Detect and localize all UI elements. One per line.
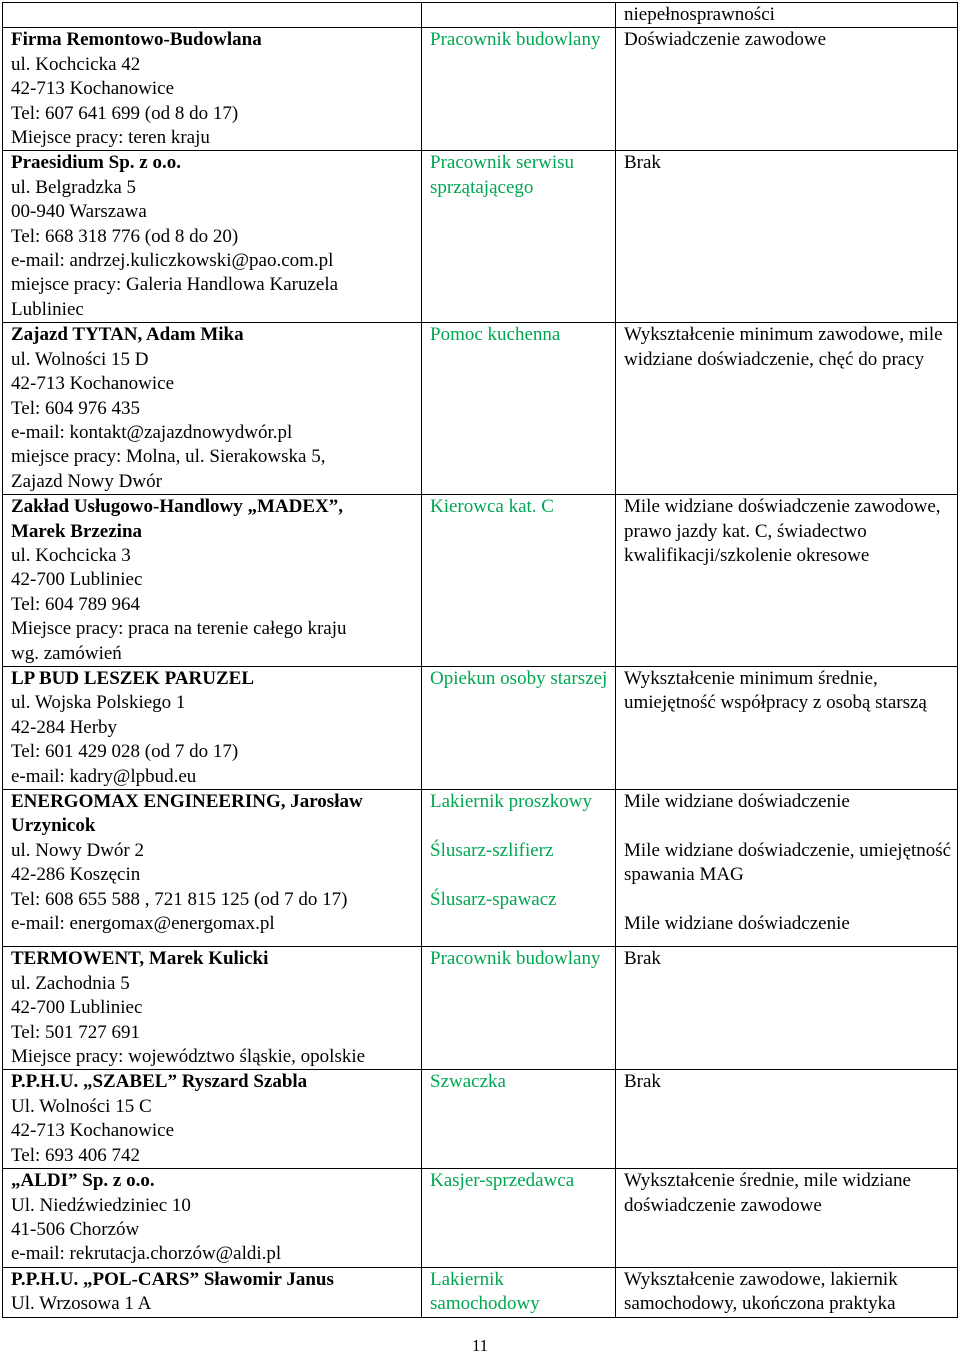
company-cell: [3, 28, 422, 151]
company-address: ul. Wolności 15 D: [11, 348, 149, 370]
company-cell: [3, 1070, 422, 1169]
company-phone: Tel: 604 976 435: [11, 397, 141, 419]
job-position: Ślusarz-szlifierz: [430, 839, 554, 861]
company-cell: [3, 666, 422, 789]
job-requirements: Brak: [624, 152, 661, 174]
company-phone: Tel: 501 727 691: [11, 1021, 141, 1043]
position-cell: [422, 1070, 616, 1169]
requirements-cell: [616, 28, 958, 151]
company-address: ul. Wojska Polskiego 1: [11, 692, 186, 714]
position-cell: [422, 1169, 616, 1268]
job-position: Lakiernik proszkowy: [430, 791, 592, 812]
company-cell: [3, 947, 422, 1070]
company-postal-city: 42-284 Herby: [11, 716, 118, 738]
page-number: 11: [471, 1336, 489, 1355]
company-postal-city: 42-700 Lubliniec: [11, 569, 143, 591]
table-row: [3, 3, 958, 28]
job-requirements: Mile widziane doświadczenie: [624, 913, 850, 934]
table-row: [3, 495, 958, 667]
job-position: Lakiernik samochodowy: [430, 1268, 540, 1315]
job-requirements: Wykształcenie minimum zawodowe, mile widziane doświadczenie, chęć do pracy: [624, 324, 943, 370]
company-name: Zakład Usługowo-Handlowy „MADEX”,: [11, 496, 344, 518]
table-row: [3, 1169, 958, 1268]
job-position: Kierowca kat. C: [430, 496, 554, 518]
company-cell: [3, 495, 422, 667]
company-name: Zajazd TYTAN, Adam Mika: [11, 324, 244, 346]
position-cell: [422, 790, 616, 947]
company-phone: Tel: 608 655 588 , 721 815 125 (od 7 do 17): [11, 888, 348, 910]
company-phone: Tel: 601 429 028 (od 7 do 17): [11, 741, 239, 763]
company-address: ul. Zachodnia 5: [11, 972, 130, 994]
requirements-cell: [616, 1267, 958, 1317]
position-cell: [422, 151, 616, 323]
requirements-cell: [616, 947, 958, 1070]
company-postal-city: 42-286 Koszęcin: [11, 864, 141, 886]
table-row: [3, 790, 958, 947]
company-workplace: Miejsce pracy: województwo śląskie, opolskie: [11, 1046, 366, 1068]
position-cell: [422, 1267, 616, 1317]
requirements-cell: [616, 1070, 958, 1169]
table-row: [3, 1267, 958, 1317]
job-position: Ślusarz-spawacz: [430, 888, 557, 910]
company-email: e-mail: kontakt@zajazdnowydwór.pl: [11, 421, 293, 443]
company-cell: [3, 3, 422, 28]
company-name: „ALDI” Sp. z o.o.: [11, 1170, 155, 1192]
job-position: Opiekun osoby starszej: [430, 667, 608, 689]
job-position: Pracownik budowlany: [430, 29, 601, 51]
job-position: Pomoc kuchenna: [430, 324, 561, 346]
job-requirements: Mile widziane doświadczenie zawodowe, prawo jazdy kat. C, świadectwo kwalifikacji/szkolenie okresowe: [624, 496, 941, 566]
position-cell: [422, 28, 616, 151]
job-requirements: Brak: [624, 1071, 661, 1093]
job-requirements: Wykształcenie minimum średnie, umiejętność współpracy z osobą starszą: [624, 667, 927, 714]
company-workplace: wg. zamówień: [11, 642, 122, 664]
company-workplace: Miejsce pracy: teren kraju: [11, 127, 210, 149]
position-cell: [422, 666, 616, 789]
company-address: Ul. Wolności 15 C: [11, 1095, 152, 1117]
company-address: ul. Nowy Dwór 2: [11, 839, 144, 861]
company-workplace: Miejsce pracy: praca na terenie całego kraju: [11, 618, 347, 640]
company-name: LP BUD LESZEK PARUZEL: [11, 667, 255, 689]
company-email: e-mail: energomax@energomax.pl: [11, 913, 275, 935]
table-row: [3, 666, 958, 789]
company-postal-city: 00-940 Warszawa: [11, 201, 147, 223]
job-offers-table: [2, 2, 958, 1318]
job-requirements: Brak: [624, 948, 661, 970]
company-workplace: Zajazd Nowy Dwór: [11, 470, 162, 492]
company-email: e-mail: kadry@lpbud.eu: [11, 765, 197, 787]
position-cell: [422, 495, 616, 667]
job-requirements: Wykształcenie zawodowe, lakiernik samochodowy, ukończona praktyka: [624, 1268, 898, 1315]
company-cell: [3, 151, 422, 323]
company-name: Marek Brzezina: [11, 520, 143, 542]
company-address: ul. Belgradzka 5: [11, 176, 137, 198]
company-workplace: miejsce pracy: Molna, ul. Sierakowska 5,: [11, 446, 326, 468]
company-cell: [3, 790, 422, 947]
company-name: Urzynicok: [11, 815, 96, 837]
company-postal-city: 42-713 Kochanowice: [11, 1120, 175, 1142]
position-cell: [422, 947, 616, 1070]
table-row: [3, 28, 958, 151]
company-postal-city: 41-506 Chorzów: [11, 1218, 140, 1240]
company-postal-city: 42-713 Kochanowice: [11, 373, 175, 395]
company-name: Praesidium Sp. z o.o.: [11, 152, 181, 174]
job-requirements: Mile widziane doświadczenie, umiejętność spawania MAG: [624, 839, 952, 886]
job-position: Kasjer-sprzedawca: [430, 1170, 575, 1192]
company-email: e-mail: andrzej.kuliczkowski@pao.com.pl: [11, 250, 334, 272]
job-requirements: Wykształcenie średnie, mile widziane doświadczenie zawodowe: [624, 1170, 911, 1216]
requirements-cell: [616, 323, 958, 495]
job-requirements: Mile widziane doświadczenie: [624, 791, 850, 812]
company-phone: Tel: 693 406 742: [11, 1144, 141, 1166]
requirements-cell: [616, 666, 958, 789]
company-cell: [3, 1169, 422, 1268]
company-phone: Tel: 604 789 964: [11, 593, 141, 615]
position-cell: [422, 3, 616, 28]
job-position: Szwaczka: [430, 1071, 506, 1093]
company-name: TERMOWENT, Marek Kulicki: [11, 948, 269, 970]
company-phone: Tel: 668 318 776 (od 8 do 20): [11, 225, 239, 247]
company-workplace: miejsce pracy: Galeria Handlowa Karuzela: [11, 274, 339, 296]
company-address: Ul. Niedźwiedziniec 10: [11, 1194, 191, 1216]
company-address: ul. Kochcicka 3: [11, 544, 131, 566]
table-row: [3, 947, 958, 1070]
company-address: ul. Kochcicka 42: [11, 53, 141, 75]
company-name: P.P.H.U. „POL-CARS” Sławomir Janus: [11, 1268, 334, 1290]
requirements-cell: [616, 151, 958, 323]
table-row: [3, 1070, 958, 1169]
position-cell: [422, 323, 616, 495]
company-name: P.P.H.U. „SZABEL” Ryszard Szabla: [11, 1071, 308, 1093]
company-cell: [3, 1267, 422, 1317]
requirements-cell: niepełnosprawności: [616, 3, 958, 28]
requirements-cell: [616, 1169, 958, 1268]
job-position: Pracownik budowlany: [430, 948, 601, 970]
requirements-cell: [616, 790, 958, 947]
company-name: Firma Remontowo-Budowlana: [11, 29, 262, 51]
requirements-cell: [616, 495, 958, 667]
table-row: [3, 323, 958, 495]
company-postal-city: 42-700 Lubliniec: [11, 997, 143, 1019]
company-workplace: Lubliniec: [11, 298, 84, 320]
company-postal-city: 42-713 Kochanowice: [11, 78, 175, 100]
company-phone: Tel: 607 641 699 (od 8 do 17): [11, 102, 239, 124]
job-position: Pracownik serwisu sprzątającego: [430, 152, 575, 198]
company-email: e-mail: rekrutacja.chorzów@aldi.pl: [11, 1243, 282, 1265]
job-requirements: Doświadczenie zawodowe: [624, 29, 827, 51]
table-row: [3, 151, 958, 323]
company-cell: [3, 323, 422, 495]
company-name: ENERGOMAX ENGINEERING, Jarosław: [11, 791, 363, 812]
company-address: Ul. Wrzosowa 1 A: [11, 1293, 152, 1315]
